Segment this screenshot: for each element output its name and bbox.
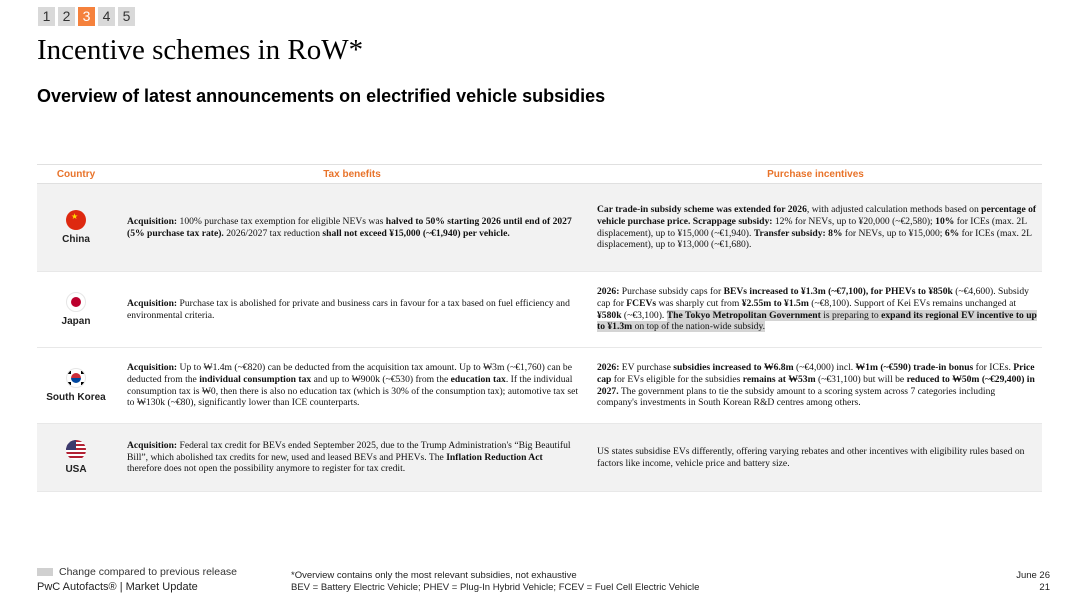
text-segment: (~€4,000) incl. <box>793 362 856 374</box>
footnotes <box>291 570 699 593</box>
page-navigator <box>38 7 135 26</box>
purchase-incentives-cell <box>589 348 1042 423</box>
cell-text <box>597 204 1038 250</box>
bold-text: BEVs increased to ¥1.3m (~€7,100), for PHEVs to ¥850k <box>723 286 953 298</box>
text-segment: (~€31,100) but will be <box>815 373 907 385</box>
japan-flag-icon <box>66 292 86 312</box>
text-segment: (~€8,100). Support of Kei EVs remains unchanged at <box>808 297 1016 309</box>
page-tab-2[interactable]: 2 <box>58 7 75 26</box>
page-tab-5[interactable]: 5 <box>118 7 135 26</box>
change-legend <box>37 566 237 578</box>
bold-text: Transfer subsidy: 8% <box>753 227 843 239</box>
bold-text: Price cap <box>597 362 1035 385</box>
text-segment: and up to ₩900k (~€530) from the <box>311 373 451 385</box>
country-cell <box>37 272 115 347</box>
change-highlight: The Tokyo Metropolitan Government <box>666 309 821 321</box>
tax-benefits-cell <box>115 272 589 347</box>
bold-text: halved to 50% starting 2026 until end of 2027 (5% purchase tax rate). <box>127 215 572 239</box>
table-row-usa <box>37 424 1042 492</box>
text-segment: therefore does not open the possibility anymore to register for tax credit. <box>127 463 406 475</box>
bold-text: Acquisition: <box>127 440 178 452</box>
text-segment: The government plans to tie the subsidy amount to a scoring system across 7 categories including company's investments in South Korean R&D centres among others. <box>597 385 996 409</box>
text-segment: 12% for NEVs, up to ¥20,000 (~€2,580); <box>772 215 936 227</box>
header-country: Country <box>56 168 96 180</box>
text-segment: for ICEs (max. 2L displacement), up to ¥13,000 (~€1,680). <box>597 227 1032 251</box>
text-segment: Purchase subsidy caps for <box>621 286 724 298</box>
cell-text <box>127 298 579 321</box>
cell-text <box>127 362 579 408</box>
cell-text <box>127 216 579 239</box>
tax-benefits-cell <box>115 184 589 271</box>
footer-brand: PwC Autofacts® | Market Update <box>37 581 198 593</box>
table-row-japan <box>37 272 1042 348</box>
country-cell <box>37 184 115 271</box>
purchase-incentives-cell <box>589 272 1042 347</box>
text-segment: 2026/2027 tax reduction <box>226 227 323 239</box>
text-segment: Federal tax credit for BEVs ended September 2025, due to the Trump Administration's “Big Beautiful Bill”, which abolished tax credits for new, used and leased BEVs and PHEVs. The <box>127 440 571 463</box>
footer-date-page <box>1016 570 1050 593</box>
legend-swatch <box>37 568 53 576</box>
purchase-incentives-cell <box>589 184 1042 271</box>
table-row-china <box>37 184 1042 272</box>
bold-text: reduced to ₩50m (~€29,400) in 2027. <box>597 373 1035 397</box>
header-purchase-incentives: Purchase incentives <box>767 168 864 180</box>
bold-text: 2026: <box>597 286 622 298</box>
bold-text: Car trade-in subsidy scheme was extended for 2026 <box>597 204 807 216</box>
bold-text: 6% <box>944 227 960 239</box>
change-highlight: on top of the nation-wide subsidy. <box>632 321 766 333</box>
country-cell <box>37 348 115 423</box>
bold-text: Acquisition: <box>127 297 180 309</box>
change-highlight: expand its regional EV incentive to up to ¥1.3m <box>597 309 1037 333</box>
text-segment: (~€3,100). <box>621 309 667 321</box>
text-segment: for ICEs (max. 2L displacement), up to ¥15,000 (~€1,940). <box>597 215 1027 239</box>
country-name: Japan <box>61 316 91 327</box>
bold-text: Acquisition: <box>127 215 180 227</box>
text-segment: for ICEs. <box>973 362 1014 374</box>
purchase-incentives-cell <box>589 424 1042 491</box>
text-segment: for NEVs, up to ¥15,000; <box>842 227 945 239</box>
footnote-abbreviations: BEV = Battery Electric Vehicle; PHEV = Plug-In Hybrid Vehicle; FCEV = Fuel Cell Electric Vehicle <box>291 581 700 593</box>
page-number: 21 <box>1039 581 1050 593</box>
bold-text: ¥580k <box>597 309 622 321</box>
text-segment: , with adjusted calculation methods based on <box>806 204 982 216</box>
header-tax-benefits: Tax benefits <box>323 168 381 180</box>
bold-text: remains at ₩53m <box>742 373 816 385</box>
page-tab-4[interactable]: 4 <box>98 7 115 26</box>
country-cell <box>37 424 115 491</box>
text-segment: . If the individual consumption tax is ₩0, then there is also no education tax (which is 30% of the consumption tax); automotive tax set to ₩130k (~€80), significantly lower than ICE counterparts. <box>127 373 579 409</box>
footnote-scope: *Overview contains only the most relevant subsidies, not exhaustive <box>291 570 577 581</box>
text-segment: (~€4,600). Subsidy cap for <box>597 286 1029 309</box>
page-tab-1[interactable]: 1 <box>38 7 55 26</box>
page-tab-3[interactable]: 3 <box>78 7 95 26</box>
bold-text: ¥2.55m to ¥1.5m <box>741 297 809 309</box>
text-segment: Purchase tax is abolished for private and business cars in favour for a tax based on fuel efficiency and environmental criteria. <box>127 297 570 321</box>
country-name: South Korea <box>46 392 106 403</box>
text-segment: EV purchase <box>621 362 674 374</box>
text-segment: for EVs eligible for the subsidies <box>611 373 743 385</box>
tax-benefits-cell <box>115 424 589 491</box>
text-segment: Up to ₩1.4m (~€820) can be deducted from the acquisition tax amount. Up to ₩3m (~€1,760) can be deducted from the <box>127 362 572 385</box>
table-header <box>37 164 1042 184</box>
bold-text: ₩1m (~€590) trade-in bonus <box>855 362 974 374</box>
table-row-south-korea <box>37 348 1042 424</box>
legend-label: Change compared to previous release <box>59 566 238 578</box>
china-flag-icon: ★ <box>66 210 86 230</box>
change-highlight: is preparing to <box>820 309 882 321</box>
bold-text: education tax <box>450 373 506 385</box>
bold-text: FCEVs <box>626 297 657 309</box>
cell-text <box>597 446 1038 469</box>
south-korea-flag-icon <box>66 368 86 388</box>
cell-text <box>597 286 1038 332</box>
bold-text: 2026: <box>597 362 622 374</box>
page-title: Incentive schemes in RoW* <box>37 34 364 66</box>
text-segment: US states subsidise EVs differently, offering varying rebates and other incentives with eligibility rules based on factors like income, vehicle price and battery size. <box>597 445 1025 469</box>
text-segment: was sharply cut from <box>656 297 742 309</box>
bold-text: 10% <box>935 215 955 227</box>
country-name: China <box>62 234 90 245</box>
text-segment: 100% purchase tax exemption for eligible NEVs was <box>179 215 386 227</box>
country-name: USA <box>65 464 87 475</box>
bold-text: individual consumption tax <box>199 373 312 385</box>
tax-benefits-cell <box>115 348 589 423</box>
usa-flag-icon <box>66 440 86 460</box>
footer-date: June 26 <box>1016 570 1050 581</box>
cell-text <box>127 440 579 475</box>
cell-text <box>597 362 1038 408</box>
page-subtitle: Overview of latest announcements on electrified vehicle subsidies <box>37 86 606 106</box>
bold-text: shall not exceed ¥15,000 (~€1,940) per vehicle. <box>322 227 510 239</box>
bold-text: percentage of vehicle purchase price. Scrappage subsidy: <box>597 204 1037 227</box>
incentives-table <box>37 164 1042 492</box>
bold-text: subsidies increased to ₩6.8m <box>673 362 794 374</box>
bold-text: Inflation Reduction Act <box>446 451 543 463</box>
bold-text: Acquisition: <box>127 362 178 374</box>
